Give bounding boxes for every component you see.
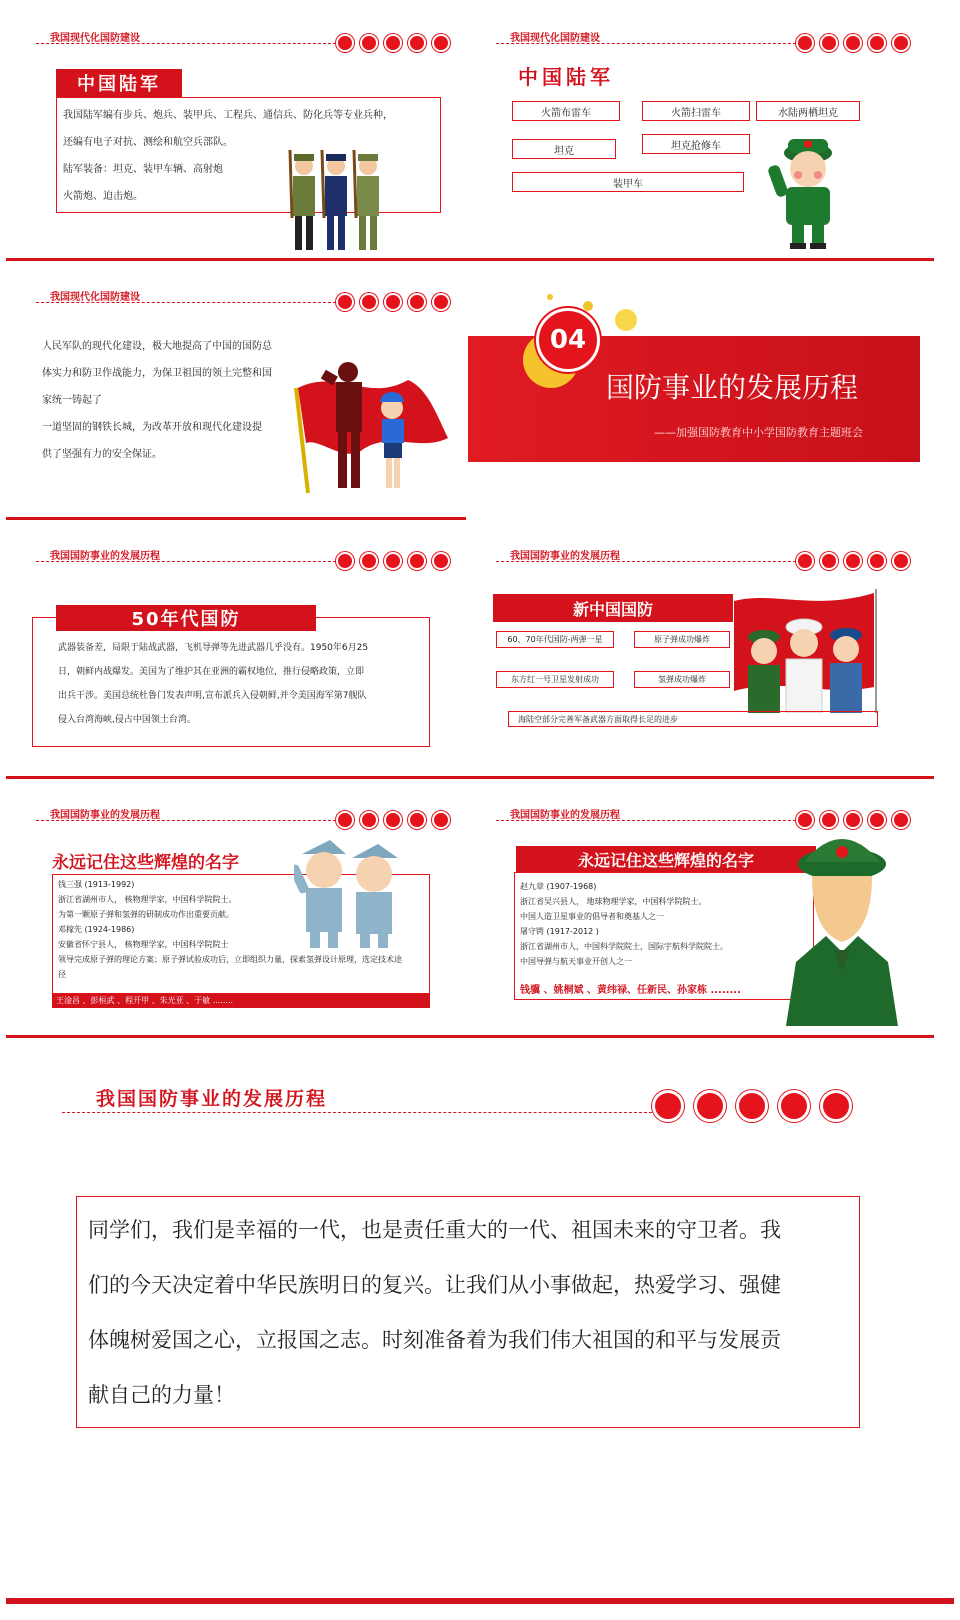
text-line: 陆军装备：坦克、装甲车辆、高射炮 — [63, 164, 223, 175]
header-dots — [336, 552, 450, 570]
slide-bottom-line — [6, 776, 474, 779]
slide-1950s-defense — [6, 521, 474, 779]
text-line: 浙江省湖州市人，中国科学院院士，国际宇航科学院院士。 — [520, 942, 728, 951]
header-dashed-line — [496, 820, 796, 821]
header-dashed-line — [36, 561, 336, 562]
header-dashed-line — [36, 43, 336, 44]
text-line: 日，朝鲜内战爆发。美国为了维护其在亚洲的霸权地位，推行侵略政策，立即 — [58, 667, 365, 677]
slide-bottom-line — [6, 1035, 474, 1038]
text-line: 还编有电子对抗、测绘和航空兵部队。 — [63, 137, 233, 148]
section-number-badge — [536, 308, 600, 372]
soldier-portrait-illustration — [776, 822, 906, 1026]
text-line: 钱三强 (1913-1992) — [58, 880, 135, 889]
header-title: 我国国防事业的发展历程 — [510, 810, 620, 821]
text-line: 侵入台湾海峡,侵占中国领土台湾。 — [58, 715, 196, 725]
header-dots — [796, 34, 910, 52]
milestone-tag: 氢弹成功爆炸 — [634, 671, 730, 688]
header-dots — [336, 293, 450, 311]
header-dashed-line — [496, 561, 796, 562]
equipment-tag: 坦克抢修车 — [642, 134, 750, 154]
cover-subtitle: ——加强国防教育中小学国防教育主题班会 — [654, 426, 863, 439]
text-line: 出兵干涉。美国总统杜鲁门发表声明,宣布派兵入侵朝鲜,并令美国海军第7舰队 — [58, 691, 367, 701]
slide-closing — [6, 1046, 954, 1608]
header-title: 我国国防事业的发展历程 — [50, 551, 160, 562]
slide-header — [6, 262, 474, 312]
closing-text-line: 同学们，我们是幸福的一代，也是责任重大的一代、祖国未来的守卫者。我 — [88, 1218, 781, 1242]
section-title: 中国陆军 — [518, 65, 614, 89]
slide-header — [466, 3, 934, 53]
header-dots — [336, 811, 450, 829]
slide-section-cover — [466, 262, 934, 520]
slide-famous-names-1 — [6, 780, 474, 1038]
cover-title: 国防事业的发展历程 — [606, 371, 859, 404]
slide-army-equipment — [466, 3, 934, 261]
header-title: 我国现代化国防建设 — [50, 33, 140, 44]
text-line: 人民军队的现代化建设，极大地提高了中国的国防总 — [42, 341, 272, 352]
closing-text-line: 们的今天决定着中华民族明日的复兴。让我们从小事做起，热爱学习、强健 — [88, 1273, 781, 1297]
saluting-soldier-illustration — [766, 125, 848, 251]
header-dashed-line — [496, 43, 796, 44]
equipment-tag: 火箭布雷车 — [512, 101, 620, 121]
text-line: 家统一铸起了 — [42, 395, 102, 406]
slide-army-intro — [6, 3, 474, 261]
text-line: 赵九章 (1907-1968) — [520, 882, 597, 891]
equipment-tag: 水陆两栖坦克 — [756, 101, 860, 121]
milestone-tag: 原子弹成功爆炸 — [634, 631, 730, 648]
text-line: 径 — [58, 970, 66, 979]
text-line: 浙江省吴兴县人， 地球物理学家，中国科学院院士。 — [520, 897, 707, 906]
header-dots — [336, 34, 450, 52]
header-title: 我国国防事业的发展历程 — [510, 551, 620, 562]
slide-bottom-line — [6, 517, 474, 520]
slide-bottom-line — [466, 258, 934, 261]
section-title: 中国陆军 — [56, 69, 182, 97]
closing-text-line: 体魄树爱国之心，立报国之志。时刻准备着为我们伟大祖国的和平与发展贡 — [88, 1328, 781, 1352]
slide-bottom-line — [466, 776, 934, 779]
slide-new-china-defense — [466, 521, 934, 779]
text-line: 浙江省湖州市人， 核物理学家，中国科学院院士。 — [58, 895, 237, 904]
equipment-tag: 坦克 — [512, 139, 616, 159]
text-line: 中国人造卫星事业的倡导者和奠基人之一 — [520, 912, 664, 921]
text-line: 领导完成原子弹的理论方案；原子弹试验成功后，立即组织力量，探索氢弹设计原理，选定技术途 — [58, 955, 402, 964]
header-dots — [796, 552, 910, 570]
closing-text-line: 献自己的力量！ — [88, 1383, 235, 1407]
milestone-tag: 60、70年代国防-两弹一星 — [496, 631, 614, 648]
text-line: 火箭炮、迫击炮。 — [63, 191, 143, 202]
text-line: 邓稼先 (1924-1986) — [58, 925, 135, 934]
closing-header-title: 我国国防事业的发展历程 — [96, 1088, 328, 1110]
slide-header — [6, 780, 474, 830]
text-line: 体实力和防卫作战能力，为保卫祖国的领土完整和国 — [42, 368, 272, 379]
scientist-children-illustration — [294, 834, 406, 950]
closing-bottom-line — [6, 1598, 954, 1604]
names-banner-text: 王淦昌 、彭桓武 、程开甲 、朱光亚 、于敏 ........ — [56, 996, 234, 1005]
text-line: 武器装备差，局限于陆战武器，飞机导弹等先进武器几乎没有。1950年6月25 — [58, 643, 369, 653]
slide-bottom-line — [466, 1035, 934, 1038]
text-line: 中国导弹与航天事业开创人之一 — [520, 957, 632, 966]
text-line: 供了坚强有力的安全保证。 — [42, 449, 162, 460]
slide-header — [466, 521, 934, 571]
section-title: 永远记住这些辉煌的名字 — [52, 853, 239, 873]
text-line: 一道坚固的钢铁长城，为改革开放和现代化建设提 — [42, 422, 262, 433]
slide-header — [6, 521, 474, 571]
text-line: 安徽省怀宁县人， 核物理学家，中国科学院院士 — [58, 940, 229, 949]
slide-bottom-line — [6, 258, 474, 261]
names-line: 钱骥 、姚桐斌 、黄纬禄、任新民、孙家栋 ........ — [520, 985, 741, 996]
text-line: 屠守锷 (1917-2012 ) — [520, 927, 599, 936]
milestone-tag: 东方红一号卫星发射成功 — [496, 671, 614, 688]
closing-header-dots — [652, 1090, 852, 1122]
slide-famous-names-2 — [466, 780, 934, 1038]
soldiers-flag-illustration — [734, 587, 880, 713]
closing-header-dashed-line — [62, 1112, 662, 1113]
text-line: 为第一颗原子弹和氢弹的研制成功作出重要贡献。 — [58, 910, 234, 919]
honor-guard-soldiers-illustration — [278, 148, 398, 253]
bottom-banner-text: 海陆空部分完善军备武器方面取得长足的进步 — [518, 715, 678, 724]
slide-header — [6, 3, 474, 53]
header-title: 我国国防事业的发展历程 — [50, 810, 160, 821]
slide-modernization — [6, 262, 474, 520]
header-dashed-line — [36, 820, 336, 821]
section-title: 50年代国防 — [56, 605, 316, 631]
header-dashed-line — [36, 302, 336, 303]
text-line: 我国陆军编有步兵、炮兵、装甲兵、工程兵、通信兵、防化兵等专业兵种， — [63, 110, 393, 121]
equipment-tag: 装甲车 — [512, 172, 744, 192]
section-number: 04 — [549, 325, 587, 355]
header-title: 我国现代化国防建设 — [50, 292, 140, 303]
flag-soldier-child-illustration — [288, 358, 453, 498]
header-title: 我国现代化国防建设 — [510, 33, 600, 44]
section-title: 永远记住这些辉煌的名字 — [516, 846, 816, 872]
section-title: 新中国国防 — [493, 594, 733, 622]
equipment-tag: 火箭扫雷车 — [642, 101, 750, 121]
